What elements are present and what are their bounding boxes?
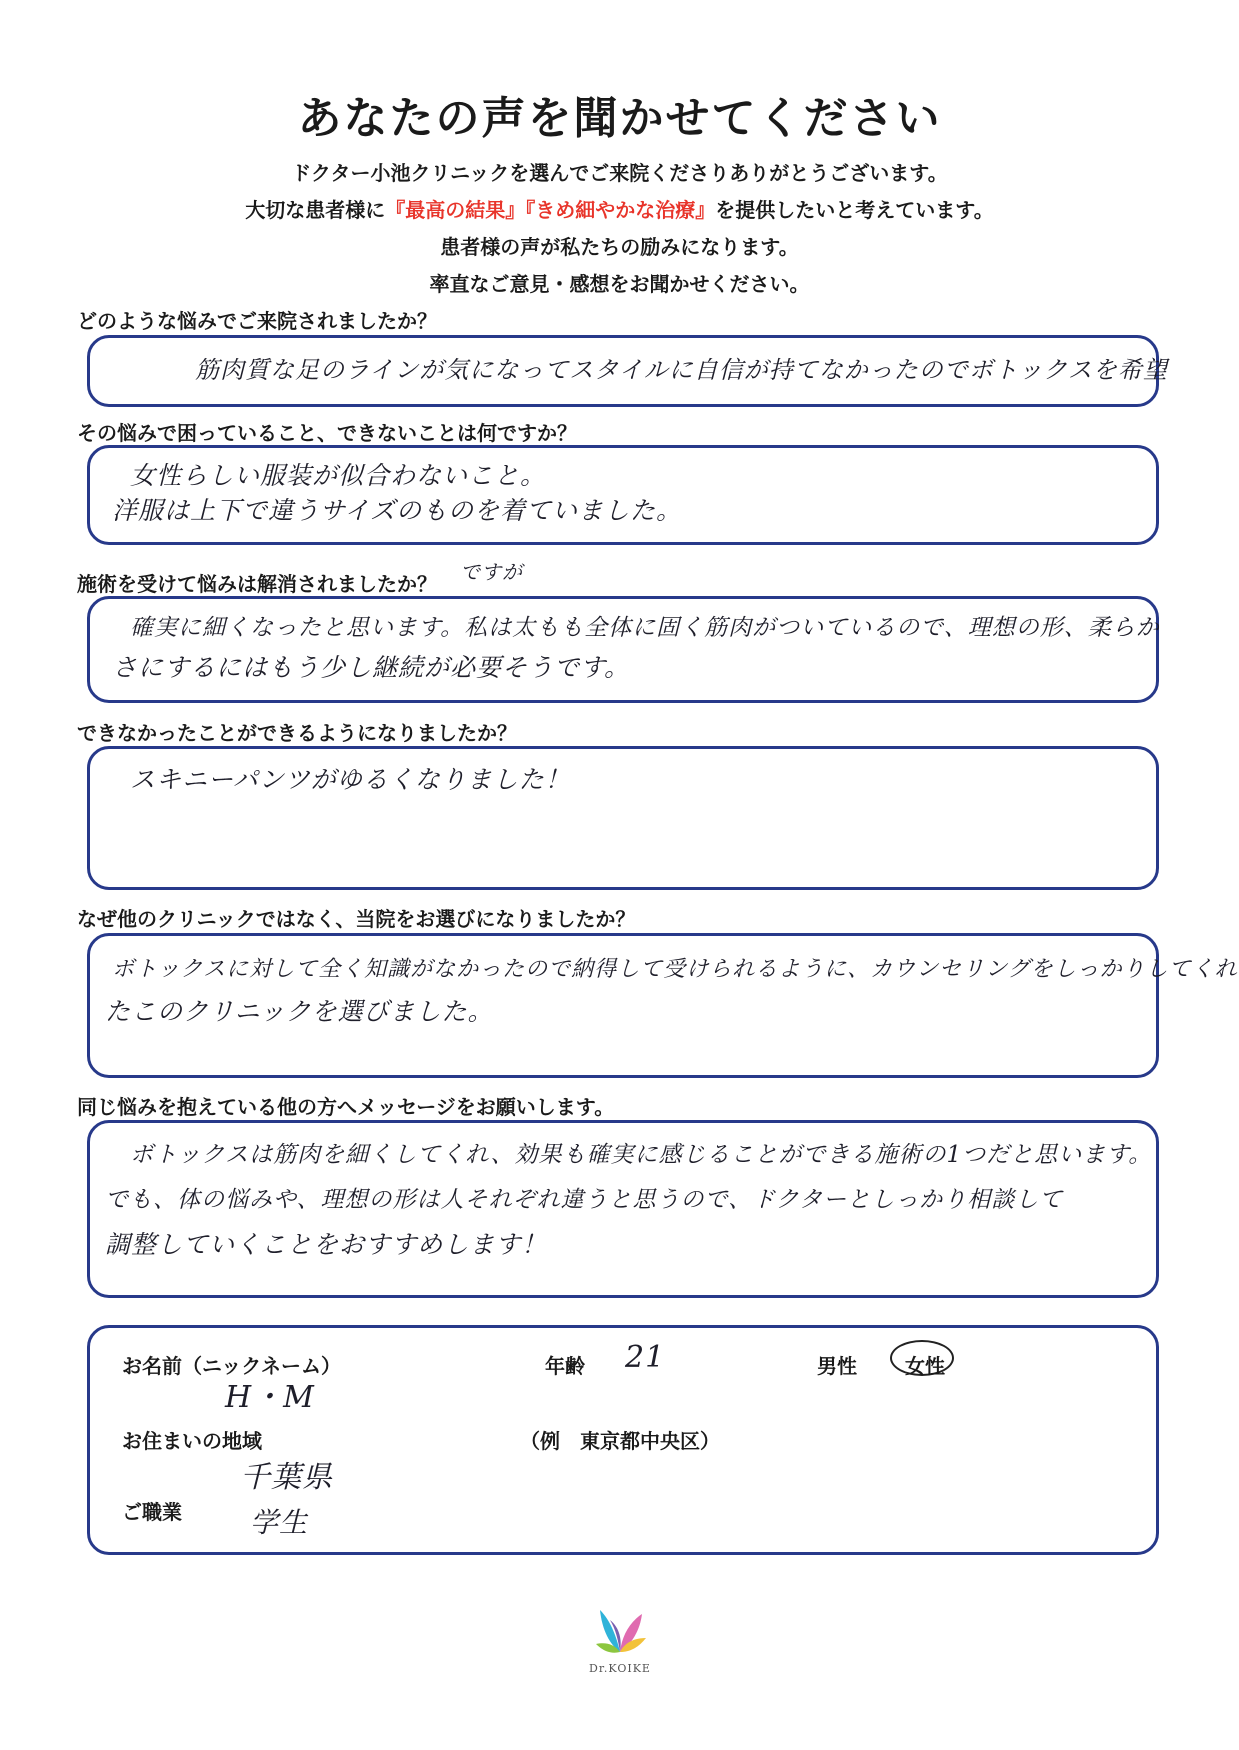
question-6: 同じ悩みを抱えている他の方へメッセージをお願いします。 [77,1095,615,1119]
answer-6-line-1: ボトックスは筋肉を細くしてくれ、効果も確実に感じることができる施術の1つだと思います。 [130,1142,1153,1168]
clinic-logo [580,1600,660,1690]
intro-line-2 [0,194,1239,223]
age-label: 年齢 [545,1354,585,1378]
name-value[interactable]: H・M [225,1380,315,1415]
answer-6-line-3: 調整していくことをおすすめします！ [105,1230,548,1259]
intro-line-4: 率直なご意見・感想をお聞かせください。 [429,272,810,296]
job-label: ご職業 [122,1500,182,1524]
answer-1-line-1: 筋肉質な足のラインが気になってスタイルに自信が持てなかったのでボトックスを希望 [195,356,1168,384]
answer-3-line-1: 確実に細くなったと思います。私は太もも全体に固く筋肉がついているので、理想の形、柔らか [130,615,1160,641]
question-4: できなかったことができるようになりましたか？ [77,721,517,745]
question-5: なぜ他のクリニックではなく、当院をお選びになりましたか？ [77,907,636,931]
answer-6-line-2: でも、体の悩みや、理想の形は人それぞれ違うと思うので、ドクターとしっかり相談して [105,1187,1064,1213]
answer-2-line-2: 洋服は上下で違うサイズのものを着ていました。 [112,496,683,525]
logo-text: Dr.KOIKE [589,1662,651,1675]
question-1: どのような悩みでご来院されましたか？ [77,309,437,333]
answer-3-line-2: さにするにはもう少し継続が必要そうです。 [112,653,631,682]
answer-3-insert: ですが [460,560,523,584]
gender-male-option[interactable]: 男性 [817,1354,857,1378]
answer-5-line-2: たこのクリニックを選びました。 [105,997,494,1026]
page-title: あなたの声を聞かせてください [297,93,942,144]
intro-line-2-post: を提供したいと考えています。 [715,198,994,222]
gender-female-option[interactable]: 女性 [905,1354,945,1378]
job-value[interactable]: 学生 [250,1506,309,1539]
intro-line-2-pre: 大切な患者様に [245,198,386,222]
name-label: お名前（ニックネーム） [122,1354,341,1378]
intro-line-3: 患者様の声が私たちの励みになります。 [440,235,799,259]
question-3: 施術を受けて悩みは解消されましたか？ [77,572,437,596]
region-value[interactable]: 千葉県 [240,1460,333,1495]
age-value[interactable]: 21 [625,1340,666,1375]
region-label: お住まいの地域 [122,1429,262,1453]
intro-line-1: ドクター小池クリニックを選んでご来院くださりありがとうございます。 [291,161,948,185]
answer-5-line-1: ボトックスに対して全く知識がなかったので納得して受けられるように、カウンセリングをしっかりしてくれ [112,957,1238,982]
feather-logo-icon [580,1600,660,1662]
answer-4-line-1: スキニーパンツがゆるくなりました！ [130,765,571,794]
answer-2-line-1: 女性らしい服装が似合わないこと。 [130,461,547,490]
region-example: （例 東京都中央区） [520,1429,720,1453]
intro-line-2-highlight: 『最高の結果』『きめ細やかな治療』 [385,198,716,222]
question-2: その悩みで困っていること、できないことは何ですか？ [77,421,577,445]
